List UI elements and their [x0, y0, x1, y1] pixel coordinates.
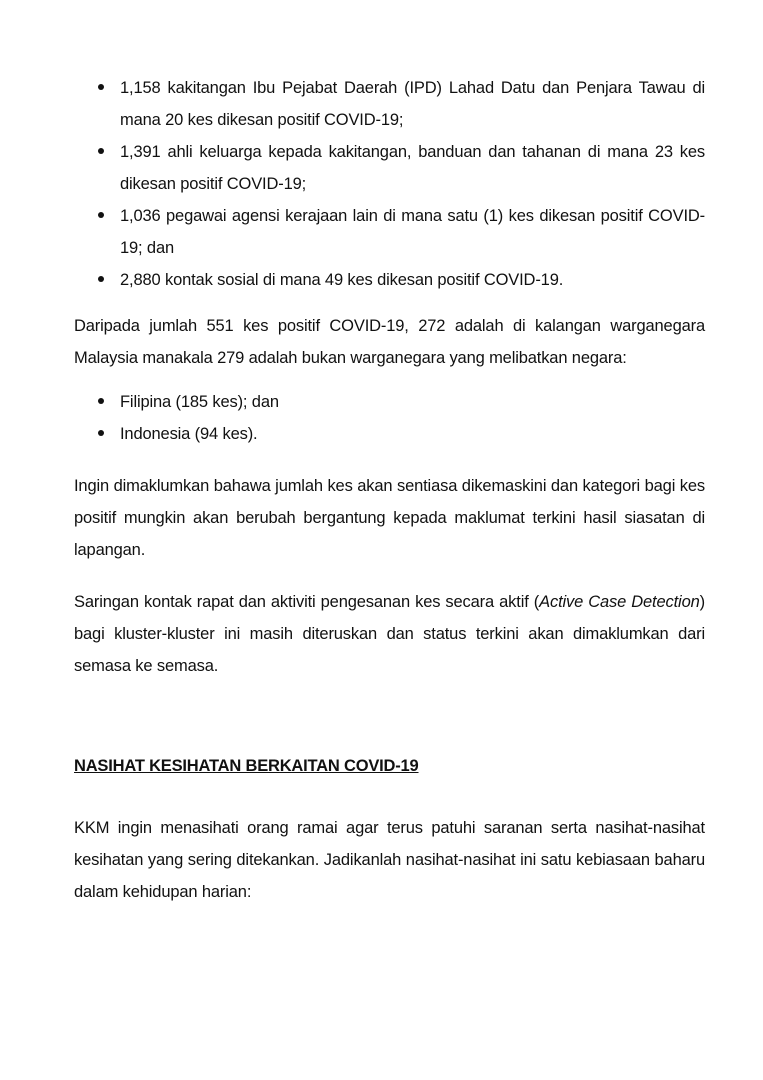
citizenship-paragraph: Daripada jumlah 551 kes positif COVID-19, 272 adalah di kalangan warganegara Malaysia manakala 279 adalah bukan warganegara yang melibatkan negara: [74, 317, 705, 367]
list-item-text: Indonesia (94 kes). [120, 425, 258, 443]
advice-paragraph: KKM ingin menasihati orang ramai agar terus patuhi saranan serta nasihat-nasihat kesihatan yang sering ditekankan. Jadikanlah nasihat-nasihat ini satu kebiasaan baharu dalam kehidupan harian: [74, 819, 705, 901]
screening-paragraph [74, 586, 705, 682]
update-paragraph: Ingin dimaklumkan bahawa jumlah kes akan sentiasa dikemaskini dan kategori bagi kes positif mungkin akan berubah bergantung kepada maklumat terkini hasil siasatan di lapangan. [74, 477, 705, 559]
staff-case-list [0, 72, 705, 296]
list-item [74, 418, 705, 450]
section-heading: NASIHAT KESIHATAN BERKAITAN COVID-19 [74, 757, 419, 775]
document-page [74, 72, 705, 908]
bullet-icon [98, 430, 104, 436]
list-item-text: 2,880 kontak sosial di mana 49 kes dikesan positif COVID-19. [120, 271, 564, 289]
bullet-icon [98, 148, 104, 154]
bullet-icon [98, 398, 104, 404]
list-item [74, 386, 705, 418]
bullet-icon [98, 276, 104, 282]
list-item-text: 1,036 pegawai agensi kerajaan lain di mana satu (1) kes dikesan positif COVID-19; dan [120, 207, 705, 257]
list-item [74, 72, 705, 136]
list-item-text: Filipina (185 kes); dan [120, 393, 279, 411]
bullet-icon [98, 212, 104, 218]
screening-text-italic: Active Case Detection [539, 593, 700, 611]
country-list [74, 386, 705, 450]
list-item [74, 136, 705, 200]
screening-text-after: ) bagi kluster-kluster ini masih diteruskan dan status terkini akan dimaklumkan dari semasa ke semasa. [74, 593, 705, 675]
list-item [74, 264, 705, 296]
list-item-text: 1,391 ahli keluarga kepada kakitangan, banduan dan tahanan di mana 23 kes dikesan positif COVID-19; [120, 143, 705, 193]
list-item-text: 1,158 kakitangan Ibu Pejabat Daerah (IPD) Lahad Datu dan Penjara Tawau di mana 20 kes dikesan positif COVID-19; [120, 79, 705, 129]
list-item [74, 200, 705, 264]
bullet-icon [98, 84, 104, 90]
screening-text-before: Saringan kontak rapat dan aktiviti pengesanan kes secara aktif ( [74, 593, 540, 611]
